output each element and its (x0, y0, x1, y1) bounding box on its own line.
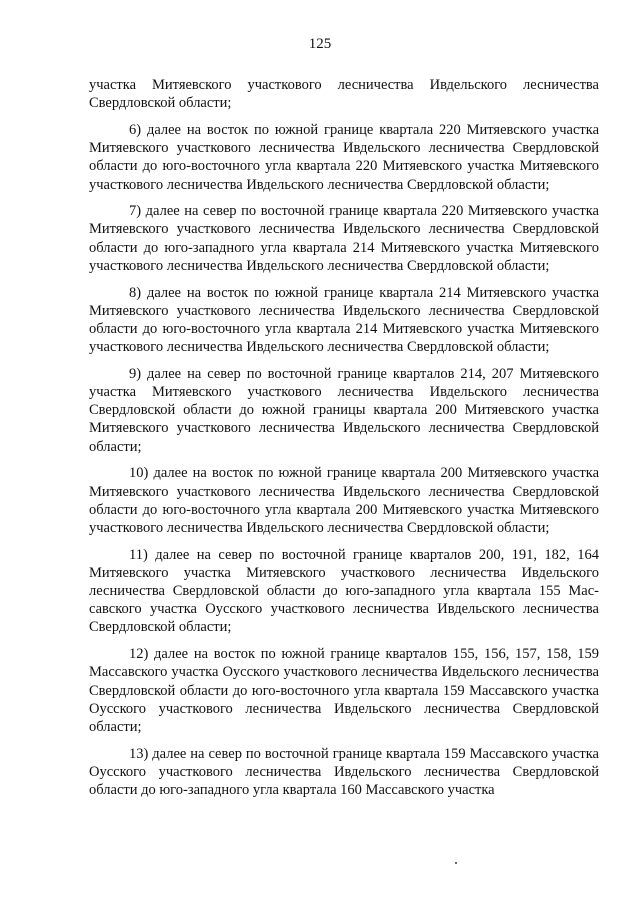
paragraph-item-10: 10) далее на восток по южной границе квартала 200 Митяевского участка Митяевского участкового лесничества Ивдельского лесничества Свердловской области до юго-восточного угла квартала 200 Митяевского участка Митяевского участкового лесничества Ивдельского лесничества Свердловской области; (89, 465, 599, 536)
paragraph-item-13: 13) далее на север по восточной границе квартала 159 Массавского участка Оусского участкового лесничества Ивдельского лесничества Свердловской области до юго-западного угла квартала 160 Массавского участка (89, 745, 599, 799)
paragraph-item-9: 9) далее на север по восточной границе кварталов 214, 207 Митяевского участка Митяевского участкового лесничества Ивдельского лесничества Свердловской области до южной границы квартала 200 Митяевского участка Митяевского участкового лесничества Ивдельского лесничества Свердловской области; (89, 365, 599, 455)
paragraph-item-12: 12) далее на восток по южной границе кварталов 155, 156, 157, 158, 159 Массавского участка Оусского участкового лесничества Ивдельского лесничества Свердловской области до юго-восточного угла квартала 159 Массавского участка Оусского участкового лесничества Ивдельского лесничества Свердловской области; (89, 646, 599, 735)
paragraph-item-8: 8) далее на восток по южной границе квартала 214 Митяевского участка Митяевского участкового лесничества Ивдельского лесничества Свердловской области до юго-восточного угла квартала 214 Митяевского участка Митяевского участкового лесничества Ивдельского лесничества Свердловской области; (89, 284, 599, 356)
paragraph-item-7: 7) далее на север по восточной границе квартала 220 Митяевского участка Митяевского участкового лесничества Ивдельского лесничества Свердловской области до юго-западного угла квартала 214 Митяевского участка Митяевского участкового лесничества Ивдельского лесничества Свердловской области; (89, 203, 599, 274)
paragraph-continuation: участка Митяевского участкового лесничества Ивдельского лесничества Свердловской области; (89, 77, 599, 112)
document-body (89, 76, 599, 808)
paragraph-item-11: 11) далее на север по восточной границе кварталов 200, 191, 182, 164 Митяевского участка Митяевского участкового лесничества Ивдельского лесничества Свердловской области до юго-западного угла квартала 155 Массавского участка Оусского участкового лесничества Ивдельского лесничества Свердловской области; (89, 546, 599, 636)
paragraph-item-6: 6) далее на восток по южной границе квартала 220 Митяевского участка Митяевского участкового лесничества Ивдельского лесничества Свердловской области до юго-восточного угла квартала 220 Митяевского участка Митяевского участкового лесничества Ивдельского лесничества Свердловской области; (89, 121, 599, 193)
scan-speck (455, 862, 457, 864)
page-number: 125 (308, 36, 332, 52)
